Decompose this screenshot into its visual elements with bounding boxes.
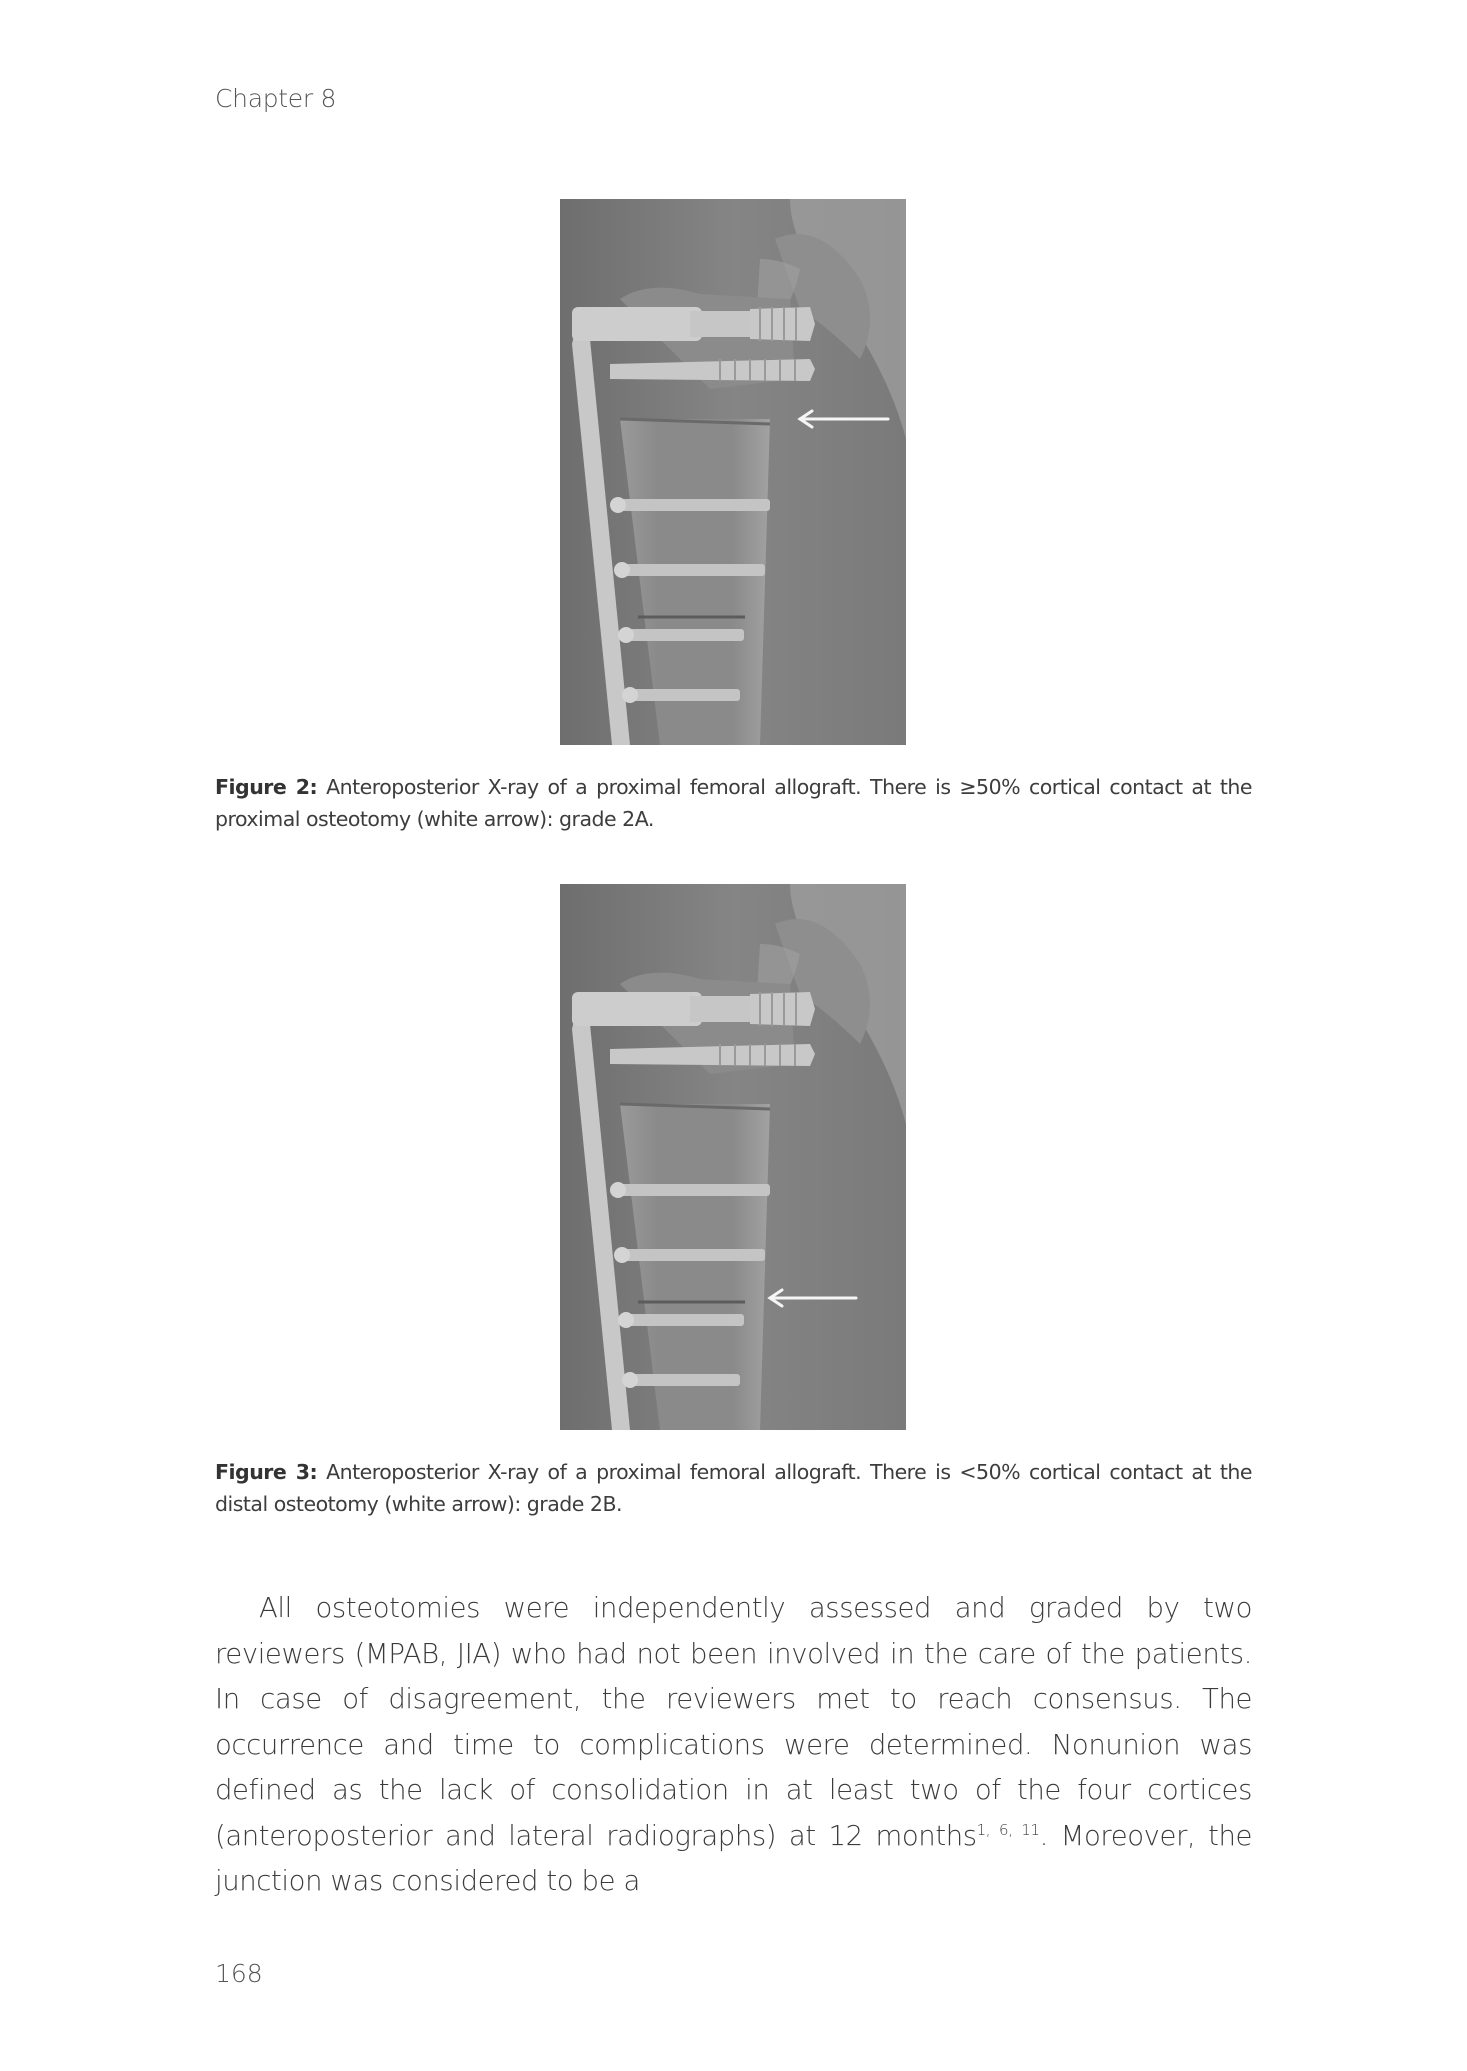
figure-3-xray-image [560,884,906,1430]
running-head: Chapter 8 [215,84,337,113]
citation-superscript: 1, 6, 11 [976,1820,1040,1839]
figure-3-caption-text: Anteroposterior X-ray of a proximal femoral allograft. There is <50% cortical contact at the distal osteotomy (white arrow): grade 2B. [215,1460,1252,1516]
body-paragraph [215,1586,1252,1905]
figure-2-caption-text: Anteroposterior X-ray of a proximal femoral allograft. There is ≥50% cortical contact at the proximal osteotomy (white arrow): grade 2A. [215,775,1252,831]
figure-2-xray-image [560,199,906,745]
page-number: 168 [215,1959,263,1988]
figure-3-label: Figure 3: [215,1460,318,1484]
body-text-continued: . Moreover, the junction was considered to be a [215,1819,1253,1897]
figure-2-caption [215,771,1252,835]
body-text-main: All osteotomies were independently assessed and graded by two reviewers (MPAB, JIA) who had not been involved in the care of the patients. In case of disagreement, the reviewers met to reach consensus. The occurrence and time to complications were determined. Nonunion was defined as the lack of consolidation in at least two of the four cortices (anteroposterior and lateral radiographs) at 12 months [215,1592,1252,1852]
figure-2-label: Figure 2: [215,775,318,799]
figure-3-caption [215,1456,1252,1520]
